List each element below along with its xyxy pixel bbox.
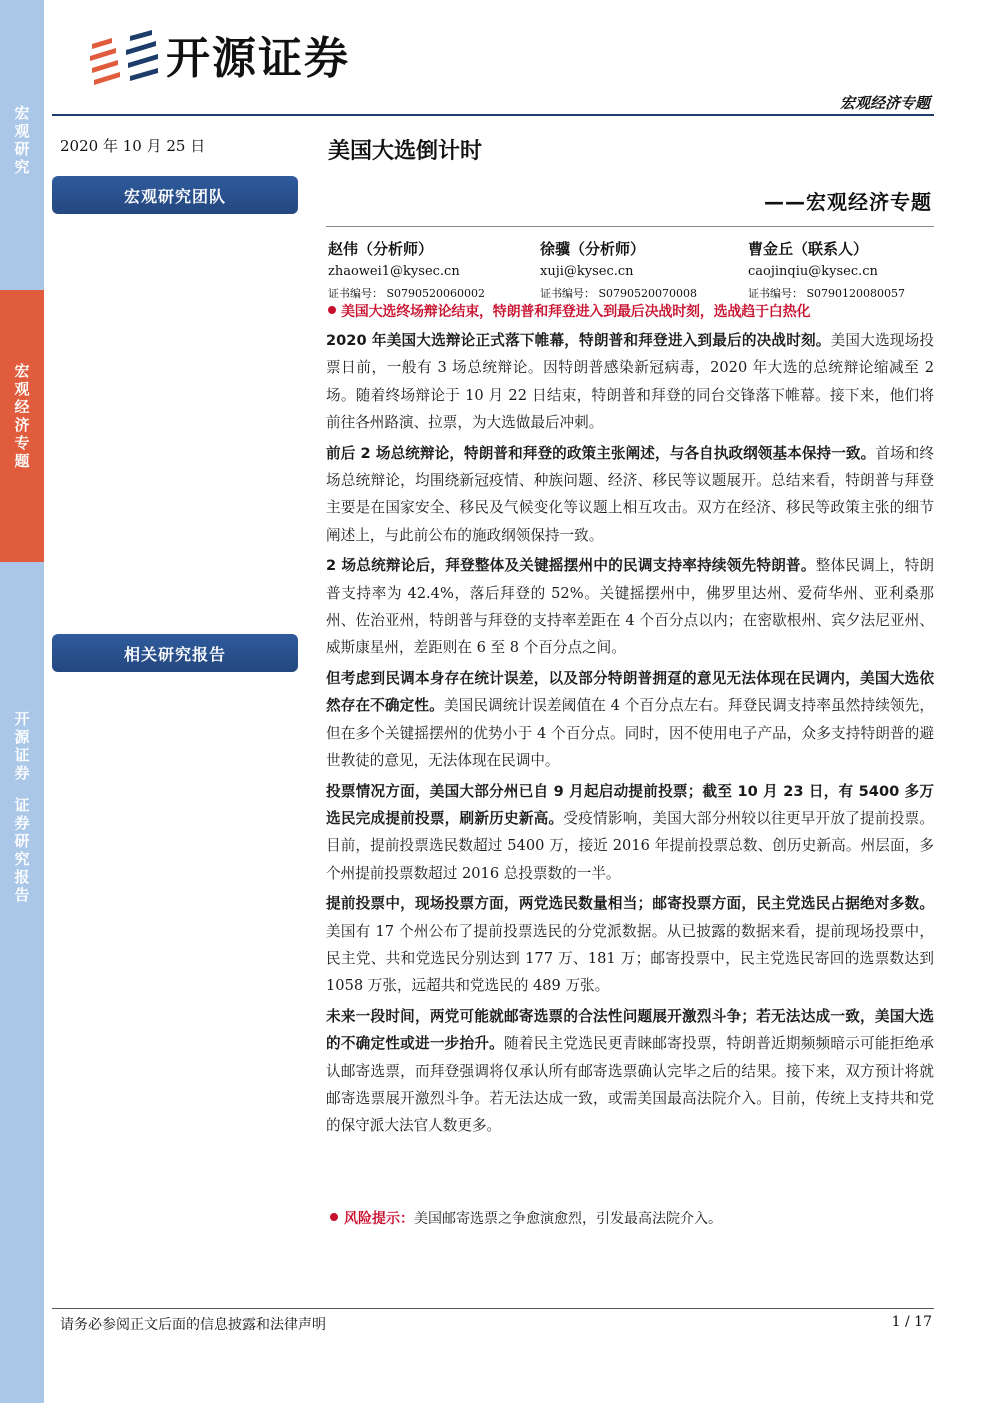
report-body [326, 300, 934, 1140]
sidebar-char: 源 [14, 728, 30, 746]
sidebar-char: 经 [14, 398, 30, 416]
paragraph-text: 美国大选现场投票日前，一般有 3 场总统辩论。因特朗普感染新冠病毒，2020 年大选的总统辩论缩减至 2 场。随着终场辩论于 10 月 22 日结束，特朗普和拜登的同台交锋落下帷幕。接下来，他们将前往各州路演、拉票，为大选做最后冲刺。 [326, 332, 934, 432]
sidebar-char: 证 [14, 746, 30, 764]
paragraph-lead: 2 场总统辩论后，拜登整体及关键摇摆州中的民调支持率持续领先特朗普。 [326, 557, 816, 575]
key-headline [326, 300, 934, 324]
sidebar-char: 究 [14, 158, 30, 176]
analyst-card [328, 238, 485, 301]
analyst-cert: 证书编号： S0790520070008 [540, 287, 698, 300]
kysec-logo-icon [86, 30, 164, 88]
paragraph-text: 受疫情影响，美国大部分州较以往更早开放了提前投票。目前，提前投票选民数超过 5400 万，接近 2016 年提前投票总数、创历史新高。州层面，多个州提前投票数超过 2016 总投票数的一半。 [326, 809, 934, 882]
report-date: 2020 年 10 月 25 日 [60, 137, 206, 155]
paragraph-text: 美国有 17 个州公布了提前投票选民的分党派数据。从已披露的数据来看，提前现场投票中，民主党、共和党选民分别达到 177 万、181 万；邮寄投票中，民主党选民寄回的选票数达到 1058 万张，远超共和党选民的 489 万张。 [326, 922, 934, 995]
analyst-email[interactable]: xuji@kysec.cn [540, 264, 634, 279]
paragraph-lead: 但考虑到民调本身存在统计误差，以及部分特朗普拥趸的意见无法体现在民调内，美国大选依然存在不确定性。 [326, 669, 934, 715]
bullet-icon [330, 1213, 338, 1221]
analyst-cert: 证书编号： S0790120080057 [748, 287, 906, 300]
body-paragraph [326, 890, 934, 1000]
subtitle-divider [326, 226, 934, 227]
footer-divider [52, 1308, 934, 1309]
risk-label: 风险提示： [344, 1211, 414, 1227]
sidebar-char: 告 [14, 886, 30, 904]
paragraph-text: 整体民调上，特朗普支持率为 42.4%，落后拜登的 52%。关键摇摆州中，佛罗里达州、爱荷华州、亚利桑那州、佐治亚州，特朗普与拜登的支持率差距在 4 个百分点以内；在密歇根州、宾夕法尼亚州、威斯康星州，差距则在 6 至 8 个百分点之间。 [326, 557, 934, 657]
sidebar-char: 题 [14, 452, 30, 470]
sidebar-section-macro-topic [0, 290, 44, 562]
analyst-cert: 证书编号： S0790520060002 [328, 287, 486, 300]
sidebar-char: 券 [14, 814, 30, 832]
sidebar-char: 证 [14, 796, 30, 814]
report-category: 宏观经济专题 [839, 94, 930, 112]
report-subtitle: ——宏观经济专题 [764, 190, 932, 214]
body-paragraph [326, 1003, 934, 1140]
paragraph-text: 美国民调统计误差阈值在 4 个百分点左右。拜登民调支持率虽然持续领先，但在多个关键摇摆州的优势小于 4 个百分点。同时，因不使用电子产品，众多支持特朗普的避世教徒的意见，无法体现在民调中。 [326, 697, 934, 770]
paragraph-lead: 前后 2 场总统辩论，特朗普和拜登的政策主张阐述，与各自执政纲领基本保持一致。 [326, 444, 876, 462]
report-title: 美国大选倒计时 [328, 139, 483, 164]
analyst-name: 曹金丘（联系人） [748, 240, 869, 258]
paragraph-lead: 投票情况方面，美国大部分州已自 9 月起启动提前投票；截至 10 月 23 日，有 5400 多万选民完成提前投票，刷新历史新高。 [326, 782, 934, 827]
sidebar-char: 报 [14, 868, 30, 886]
headline-text: 美国大选终场辩论结束，特朗普和拜登进入到最后决战时刻，选战趋于白热化 [341, 304, 811, 320]
paragraph-text: 随着民主党选民更青睐邮寄投票，特朗普近期频频暗示可能拒绝承认邮寄选票，而拜登强调将仅承认所有邮寄选票确认完毕之后的结果。接下来，双方预计将就邮寄选票展开激烈斗争。若无法达成一致，或需美国最高法院介入。目前，传统上支持共和党的保守派大法官人数更多。 [326, 1035, 934, 1135]
sidebar-char: 观 [14, 380, 30, 398]
analyst-card [748, 238, 905, 301]
analyst-name: 赵伟（分析师） [328, 240, 434, 258]
body-paragraph [326, 552, 934, 662]
sidebar-section-kysec-research [0, 562, 44, 1403]
body-paragraph [326, 778, 934, 888]
team-label: 宏观研究团队 [52, 176, 298, 214]
sidebar-section-macro-research [0, 0, 44, 290]
paragraph-lead: 2020 年美国大选辩论正式落下帷幕，特朗普和拜登进入到最后的决战时刻。 [326, 332, 831, 349]
analyst-email[interactable]: caojinqiu@kysec.cn [748, 264, 878, 279]
paragraph-lead: 未来一段时间，两党可能就邮寄选票的合法性问题展开激烈斗争；若无法达成一致，美国大选的不确定性或进一步抬升。 [326, 1007, 934, 1053]
sidebar-char: 开 [14, 710, 30, 728]
sidebar-char: 宏 [14, 104, 30, 122]
brand-name: 开源证券 [166, 33, 350, 84]
sidebar-char: 宏 [14, 362, 30, 380]
analyst-email[interactable]: zhaowei1@kysec.cn [328, 264, 460, 279]
analyst-card [540, 238, 697, 301]
disclaimer-note: 请务必参阅正文后面的信息披露和法律声明 [60, 1317, 326, 1333]
header-divider [52, 114, 934, 116]
page-number: 1 / 17 [891, 1314, 932, 1330]
paragraph-lead: 提前投票中，现场投票方面，两党选民数量相当；邮寄投票方面，民主党选民占据绝对多数。 [326, 895, 934, 913]
body-paragraph [326, 440, 934, 550]
related-reports-label[interactable]: 相关研究报告 [52, 634, 298, 672]
bullet-icon [328, 306, 336, 314]
risk-text: 美国邮寄选票之争愈演愈烈，引发最高法院介入。 [414, 1211, 722, 1227]
sidebar-char: 究 [14, 850, 30, 868]
sidebar-char: 观 [14, 122, 30, 140]
sidebar-char: 专 [14, 434, 30, 452]
sidebar-char: 研 [14, 832, 30, 850]
body-paragraph [326, 327, 934, 437]
sidebar-char: 券 [14, 764, 30, 782]
risk-warning [328, 1208, 722, 1230]
paragraph-text: 首场和终场总统辩论，均围绕新冠疫情、种族问题、经济、移民等议题展开。总结来看，特朗普与拜登主要是在国家安全、移民及气候变化等议题上相互攻击。双方在经济、移民等政策主张的细节阐述上，与此前公布的施政纲领保持一致。 [326, 444, 934, 544]
body-paragraph [326, 665, 934, 775]
analyst-name: 徐骥（分析师） [540, 240, 646, 258]
sidebar-char: 济 [14, 416, 30, 434]
sidebar-char: 研 [14, 140, 30, 158]
